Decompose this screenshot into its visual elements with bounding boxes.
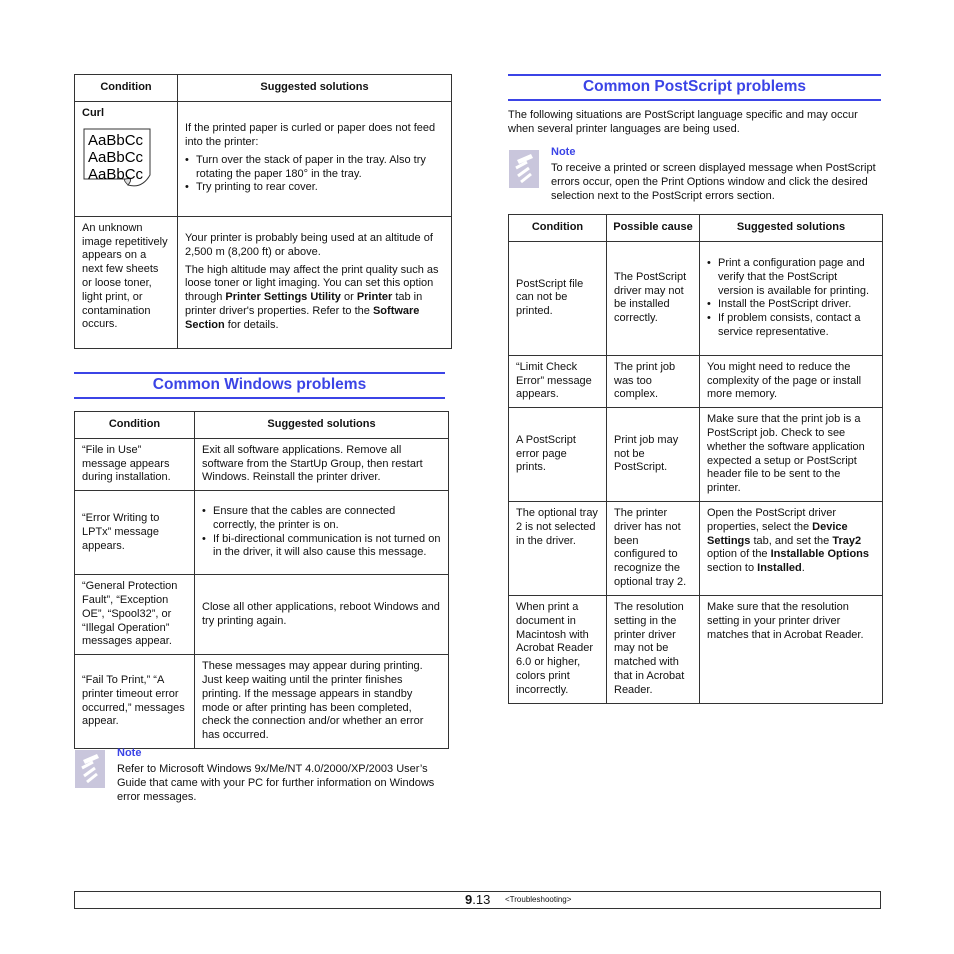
header-solutions: Suggested solutions [700,215,883,242]
postscript-heading: Common PostScript problems [508,74,881,101]
ps-solution: Make sure that the resolution setting in your printer driver matches that in Acrobat Reader. [700,595,883,703]
win-solution-cell [195,491,449,575]
ps-bullet: • Print a configuration page and verify that the PostScript version is available for printing. [718,257,875,298]
win-solution: These messages may appear during printing. Just keep waiting until the printer finishes printing. If the message appears in standby mode or after printing has been completed, check the connection and/or whether an error has occurred. [195,655,449,749]
postscript-intro: The following situations are PostScript language specific and may occur when several printer languages are being used. [508,109,858,135]
win-condition: “File in Use” message appears during installation. [75,438,195,490]
ps-cause: The PostScript driver may not be installed correctly. [607,241,700,355]
ps-cause: The print job was too complex. [607,355,700,407]
curl-solution-cell [178,101,452,216]
curl-bullet: • Try printing to rear cover. [196,181,444,195]
win-condition: “Error Writing to LPTx” message appears. [75,491,195,575]
windows-note-title: Note [117,747,142,759]
ps-condition: When print a document in Macintosh with Acrobat Reader 6.0 or higher, colors print incorrectly. [509,595,607,703]
chapter-number: 9 [465,892,473,907]
ps-bullet: • Install the PostScript driver. [718,298,875,312]
win-solution: Close all other applications, reboot Windows and try printing again. [195,575,449,655]
ps-condition: The optional tray 2 is not selected in the driver. [509,501,607,595]
windows-problems-table [74,411,449,749]
windows-heading: Common Windows problems [74,372,445,399]
win-bullet: • Ensure that the cables are connected correctly, the printer is on. [213,505,441,533]
curl-sample-line: AaBbCc [88,165,144,183]
postscript-note-text: To receive a printed or screen displayed message when PostScript errors occur, open the Print Options window and click the desired selection next to the PostScript errors section. [551,162,876,202]
altitude-solution-cell [178,216,452,348]
page-suffix: .13 [472,892,491,907]
curl-altitude-table [74,74,452,349]
header-condition: Condition [75,412,195,439]
page-number [465,892,490,908]
ps-solution: You might need to reduce the complexity of the page or install more memory. [700,355,883,407]
ps-condition: PostScript file can not be printed. [509,241,607,355]
curled-paper-illustration [82,127,154,189]
curl-condition-cell [75,101,178,216]
curl-title: Curl [82,106,104,119]
ps-bullet: • If problem consists, contact a service representative. [718,312,875,340]
ps-condition: “Limit Check Error” message appears. [509,355,607,407]
windows-note-text: Refer to Microsoft Windows 9x/Me/NT 4.0/2000/XP/2003 User’s Guide that came with your PC for further information on Windows error messages. [117,763,435,803]
curl-sample-line: AaBbCc [88,148,144,166]
ps-cause: The resolution setting in the printer driver may not be matched with that in Acrobat Reader. [607,595,700,703]
curl-intro: If the printed paper is curled or paper does not feed into the printer: [185,122,436,149]
altitude-p1: Your printer is probably being used at an altitude of 2,500 m (8,200 ft) or above. [185,232,433,258]
note-icon [509,150,539,188]
altitude-p2: The high altitude may affect the print quality such as loose toner or light imaging. You can set this option through Printer Settings Utility or Printer tab in printer driver's properties. Refer to the Software Section for details. [185,263,439,331]
curl-sample-line: AaBbCc [88,131,144,149]
page-footer [74,891,881,909]
ps-solution-cell: Open the PostScript driver properties, select the Device Settings tab, and set the Tray2 option of the Installable Options section to Installed. [700,501,883,595]
footer-section: <Troubleshooting> [505,895,572,904]
header-condition: Condition [509,215,607,242]
win-solution: Exit all software applications. Remove all software from the StartUp Group, then restart Windows. Reinstall the printer driver. [195,438,449,490]
curl-bullet: • Turn over the stack of paper in the tray. Also try rotating the paper 180° in the tray. [196,154,444,182]
header-solutions: Suggested solutions [178,75,452,102]
win-condition: “General Protection Fault”, “Exception OE”, “Spool32”, or “Illegal Operation” messages appear. [75,575,195,655]
altitude-condition: An unknown image repetitively appears on a next few sheets or loose toner, light print, or contamination occurs. [75,216,178,348]
ps-cause: The printer driver has not been configured to recognize the optional tray 2. [607,501,700,595]
ps-cause: Print job may not be PostScript. [607,408,700,502]
ps-condition: A PostScript error page prints. [509,408,607,502]
win-bullet: • If bi-directional communication is not turned on in the driver, it will also cause this message. [213,533,441,561]
header-cause: Possible cause [607,215,700,242]
win-condition: “Fail To Print,” “A printer timeout error occurred,” messages appear. [75,655,195,749]
header-condition: Condition [75,75,178,102]
header-solutions: Suggested solutions [195,412,449,439]
postscript-problems-table [508,214,883,704]
ps-solution: Make sure that the print job is a PostScript job. Check to see whether the software application expected a setup or PostScript header file to be sent to the printer. [700,408,883,502]
ps-solution-cell [700,241,883,355]
postscript-note-title: Note [551,146,576,158]
note-icon [75,750,105,788]
